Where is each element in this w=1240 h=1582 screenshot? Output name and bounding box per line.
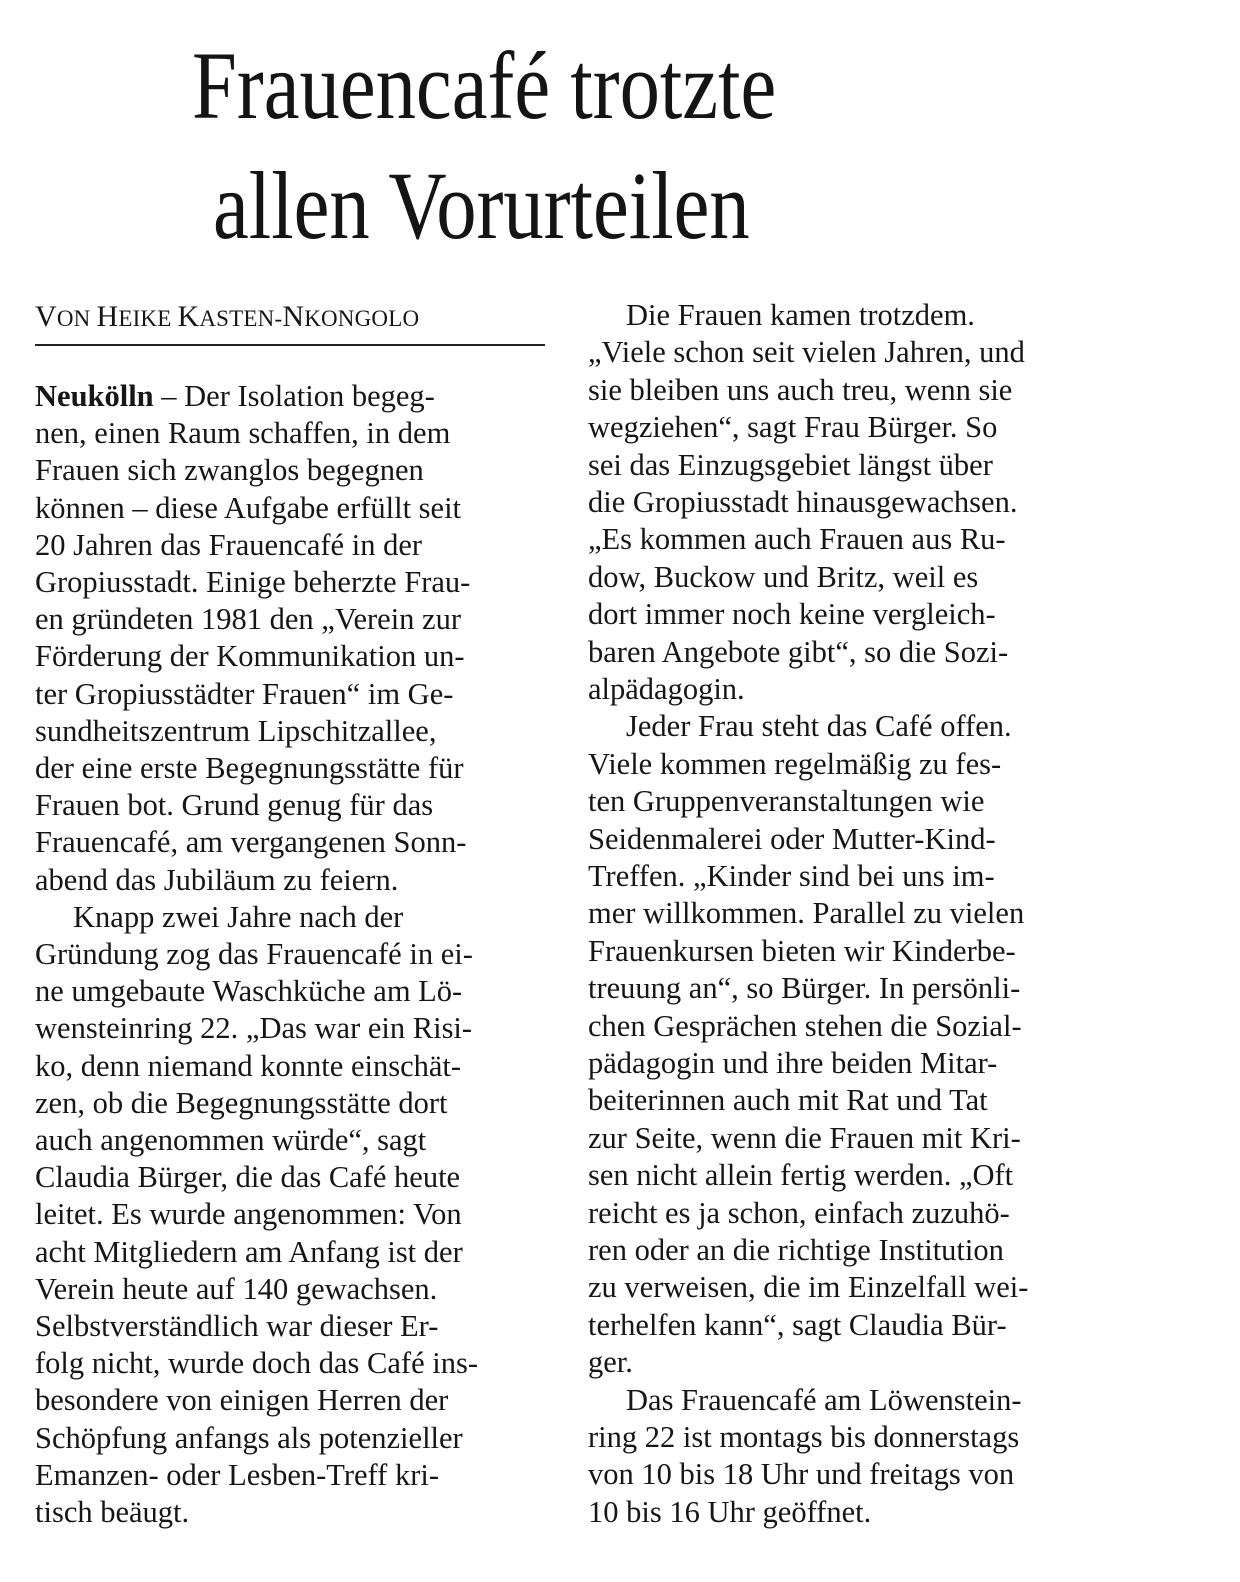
- text-line: folg nicht, wurde doch das Café ins-: [35, 1346, 478, 1381]
- byline-part: KONGOLO: [304, 306, 420, 331]
- text-line: „Viele schon seit vielen Jahren, und: [588, 335, 1025, 370]
- byline-part: ASTEN-: [199, 306, 283, 331]
- text-line: die Gropiusstadt hinausgewachsen.: [588, 485, 1018, 519]
- text-line: dow, Buckow und Britz, weil es: [588, 559, 979, 594]
- text-line: zur Seite, wenn die Frauen mit Kri-: [588, 1120, 1021, 1155]
- text-line: zu verweisen, die im Einzelfall wei-: [588, 1270, 1029, 1305]
- text-line: Emanzen- oder Lesben-Treff kri-: [35, 1457, 439, 1492]
- text-line: 20 Jahren das Frauencafé in der: [35, 527, 423, 562]
- text-line: Selbstverständlich war dieser Er-: [35, 1309, 439, 1343]
- text-line: pädagogin und ihre beiden Mitar-: [588, 1046, 998, 1080]
- byline-part: EIKE: [118, 306, 178, 331]
- text-line: Frauen sich zwanglos begegnen: [35, 453, 424, 488]
- text-line: nen, einen Raum schaffen, in dem: [35, 416, 451, 451]
- text-line: zen, ob die Begegnungsstätte dort: [35, 1085, 448, 1120]
- byline-part: H: [96, 300, 119, 333]
- text-line: Gropiusstadt. Einige beherzte Frau-: [35, 565, 471, 599]
- text-line: mer willkommen. Parallel zu vielen: [588, 896, 1025, 931]
- text-line: 10 bis 16 Uhr geöffnet.: [588, 1494, 872, 1529]
- byline-part: ON: [56, 306, 97, 331]
- text-line: ten Gruppenveranstaltungen wie: [588, 784, 985, 819]
- text-line: Claudia Bürger, die das Café heute: [35, 1160, 461, 1195]
- text-line: reicht es ja schon, einfach zuzuhö-: [588, 1195, 1010, 1230]
- text-line: „Es kommen auch Frauen aus Ru-: [588, 522, 1006, 557]
- text-line: beiterinnen auch mit Rat und Tat: [588, 1083, 988, 1118]
- text-line: ter Gropiusstädter Frauen“ im Ge-: [35, 676, 454, 711]
- text-line: chen Gesprächen stehen die Sozial-: [588, 1008, 1022, 1043]
- text-line: sei das Einzugsgebiet längst über: [588, 447, 993, 482]
- text-line: en gründeten 1981 den „Verein zur: [35, 602, 461, 637]
- text-line: ko, denn niemand konnte einschät-: [35, 1048, 462, 1083]
- text-line: dort immer noch keine vergleich-: [588, 597, 996, 632]
- text-line: leitet. Es wurde angenommen: Von: [35, 1197, 462, 1232]
- text-line: Viele kommen regelmäßig zu fes-: [588, 746, 1002, 781]
- text-line: Verein heute auf 140 gewachsen.: [35, 1271, 438, 1306]
- text-line: Förderung der Kommunikation un-: [35, 639, 465, 674]
- text-line: besondere von einigen Herren der: [35, 1383, 449, 1418]
- headline-line-2: allen Vorurteilen: [213, 152, 750, 259]
- dateline: Neukölln: [35, 379, 154, 413]
- text-line: Gründung zog das Frauencafé in ei-: [35, 937, 473, 971]
- text-line: terhelfen kann“, sagt Claudia Bür-: [588, 1307, 1007, 1342]
- headline-line-1: Frauencafé trotzte: [192, 32, 777, 139]
- text-line: Seidenmalerei oder Mutter-Kind-: [588, 821, 996, 856]
- text-line: sie bleiben uns auch treu, wenn sie: [588, 372, 1013, 407]
- text-line: Schöpfung anfangs als potenzieller: [35, 1420, 463, 1455]
- byline-part: N: [282, 300, 305, 333]
- text-line: sundheitszentrum Lipschitzallee,: [35, 713, 437, 748]
- text-line-rest: – Der Isolation begeg-: [153, 379, 435, 413]
- text-line: wegziehen“, sagt Frau Bürger. So: [588, 410, 998, 445]
- byline-part: K: [177, 300, 200, 333]
- text-line: von 10 bis 18 Uhr und freitags von: [588, 1457, 1015, 1492]
- text-line: sen nicht allein fertig werden. „Oft: [588, 1158, 1014, 1193]
- text-line: auch angenommen würde“, sagt: [35, 1123, 427, 1157]
- text-line: Das Frauencafé am Löwenstein-: [626, 1382, 1022, 1417]
- text-line: Frauenkursen bieten wir Kinderbe-: [588, 933, 1016, 968]
- text-line: Frauencafé, am vergangenen Sonn-: [35, 825, 467, 860]
- text-line: können – diese Aufgabe erfüllt seit: [35, 490, 462, 525]
- text-line: [35, 378, 435, 414]
- text-line: ren oder an die richtige Institution: [588, 1233, 1004, 1267]
- text-line: alpädagogin.: [588, 672, 745, 706]
- text-line: wensteinring 22. „Das war ein Risi-: [35, 1011, 473, 1046]
- text-line: Knapp zwei Jahre nach der: [73, 899, 404, 934]
- text-line: Die Frauen kamen trotzdem.: [626, 298, 975, 332]
- byline-rule: [35, 344, 545, 346]
- text-line: ger.: [588, 1345, 633, 1380]
- text-line: abend das Jubiläum zu feiern.: [35, 862, 399, 897]
- text-line: Treffen. „Kinder sind bei uns im-: [588, 859, 995, 893]
- text-line: ring 22 ist montags bis donnerstags: [588, 1420, 1020, 1454]
- text-line: ne umgebaute Waschküche am Lö-: [35, 974, 463, 1009]
- text-line: tisch beäugt.: [35, 1495, 190, 1529]
- text-line: acht Mitgliedern am Anfang ist der: [35, 1234, 463, 1269]
- text-line: treuung an“, so Bürger. In persönli-: [588, 971, 1021, 1006]
- text-line: der eine erste Begegnungsstätte für: [35, 751, 464, 785]
- text-line: baren Angebote gibt“, so die Sozi-: [588, 634, 1009, 669]
- byline-part: V: [35, 300, 57, 333]
- text-line: Jeder Frau steht das Café offen.: [626, 709, 1012, 744]
- text-line: Frauen bot. Grund genug für das: [35, 788, 434, 823]
- byline: [35, 300, 419, 334]
